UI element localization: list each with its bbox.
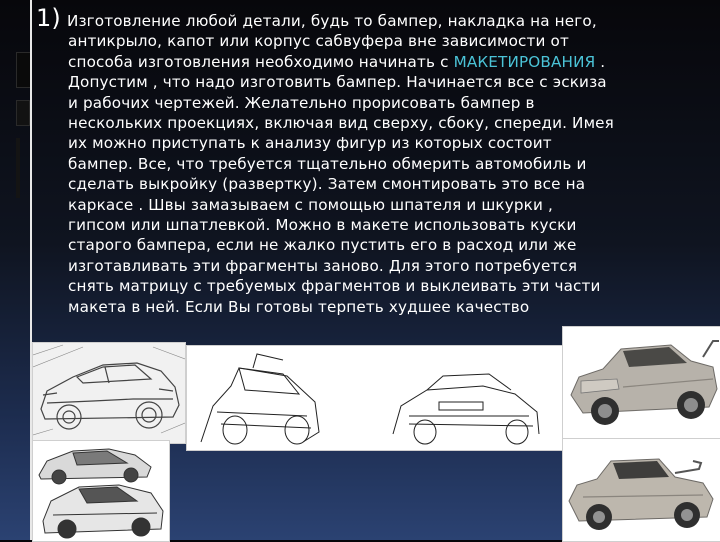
first-line <box>36 4 706 32</box>
item-number: 1) <box>36 4 61 32</box>
text-line-14: снять матрицу с требуемых фрагментов и выклеивать эти части <box>68 277 601 296</box>
sketch-car-hatchback-pencil <box>32 342 186 444</box>
decor-bar-middle <box>16 100 30 126</box>
text-line-12: старого бампера, если не жалко пустить его в расход или же <box>68 236 577 255</box>
text-line-11: гипсом или шпатлевкой. Можно в макете использовать куски <box>68 216 577 235</box>
text-line-3: способа изготовления необходимо начинать с МАКЕТИРОВАНИЯ . <box>68 52 606 71</box>
text-line-13: изготавливать эти фрагменты заново. Для этого потребуется <box>68 256 578 275</box>
sketch-car-bumpers-lineart <box>186 345 564 451</box>
sketch-two-cars-drawing <box>32 440 170 542</box>
text-line-4: Допустим , что надо изготовить бампер. Начинается все с эскиза <box>68 73 607 92</box>
main-text <box>36 4 706 317</box>
text-line-2: антикрыло, капот или корпус сабвуфера вне зависимости от <box>68 32 569 51</box>
text-line-6: нескольких проекциях, включая вид сверху, сбоку, спереди. Имея <box>68 114 614 133</box>
render-sedan-widebody-rear <box>562 438 720 542</box>
render-sedan-widebody-front <box>562 326 720 440</box>
text-line-8: бампер. Все, что требуется тщательно обмерить автомобиль и <box>68 154 587 173</box>
text-line-1: Изготовление любой детали, будь то бампер, накладка на него, <box>66 12 597 30</box>
text-line-7: их можно приступать к анализу фигур из которых состоит <box>68 134 552 153</box>
text-line-15: макета в ней. Если Вы готовы терпеть худшее качество <box>68 297 530 316</box>
text-line-10: каркасе . Швы замазываем с помощью шпателя и шкурки , <box>68 195 553 214</box>
decor-bar-thin <box>16 138 20 198</box>
text-line-5: и рабочих чертежей. Желательно прорисовать бампер в <box>68 93 535 112</box>
text-line-9: сделать выкройку (развертку). Затем смонтировать это все на <box>68 175 586 194</box>
paragraph-body <box>68 31 706 317</box>
highlight-term: МАКЕТИРОВАНИЯ <box>453 52 596 71</box>
